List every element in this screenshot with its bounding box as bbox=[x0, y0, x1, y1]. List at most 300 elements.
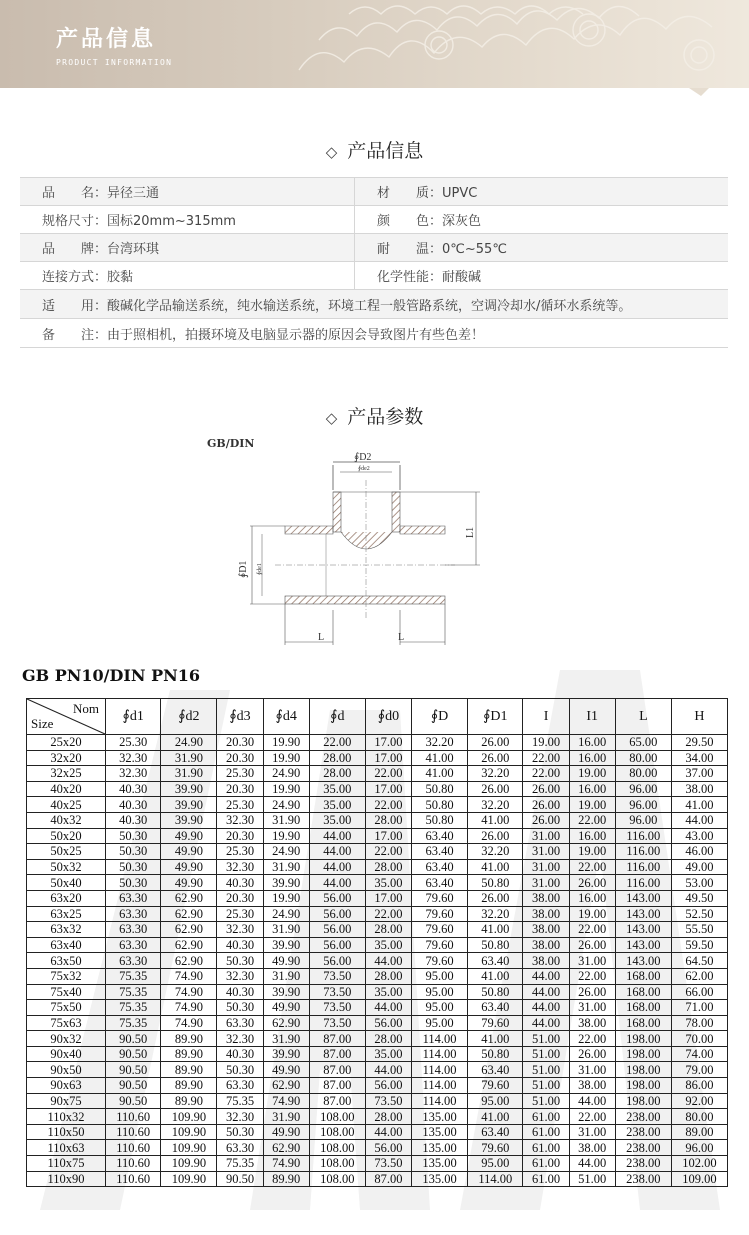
value-cell: 50.30 bbox=[106, 828, 161, 844]
value-cell: 19.00 bbox=[569, 797, 615, 813]
value-cell: 19.00 bbox=[569, 906, 615, 922]
value-cell: 73.50 bbox=[309, 984, 365, 1000]
value-cell: 32.30 bbox=[217, 1109, 263, 1125]
table-row bbox=[27, 1109, 728, 1125]
table-row bbox=[27, 922, 728, 938]
value-cell: 55.50 bbox=[671, 922, 727, 938]
value-cell: 25.30 bbox=[106, 735, 161, 751]
value-cell: 51.00 bbox=[523, 1031, 569, 1047]
value-cell: 31.00 bbox=[523, 828, 569, 844]
size-cell: 50x25 bbox=[27, 844, 106, 860]
value-cell: 22.00 bbox=[569, 968, 615, 984]
value-cell: 62.90 bbox=[161, 906, 217, 922]
value-cell: 19.90 bbox=[263, 735, 309, 751]
value-cell: 32.20 bbox=[412, 735, 468, 751]
value-cell: 96.00 bbox=[615, 781, 671, 797]
value-cell: 96.00 bbox=[671, 1140, 727, 1156]
section-heading-info bbox=[0, 136, 749, 163]
value-cell: 73.50 bbox=[309, 968, 365, 984]
value-cell: 108.00 bbox=[309, 1171, 365, 1187]
value-cell: 19.90 bbox=[263, 890, 309, 906]
value-cell: 41.00 bbox=[468, 812, 523, 828]
value-cell: 32.30 bbox=[217, 859, 263, 875]
value-cell: 26.00 bbox=[569, 1046, 615, 1062]
value-cell: 50.30 bbox=[217, 1000, 263, 1016]
value-cell: 20.30 bbox=[217, 750, 263, 766]
value-cell: 109.90 bbox=[161, 1156, 217, 1172]
value-cell: 38.00 bbox=[523, 906, 569, 922]
value-cell: 35.00 bbox=[309, 812, 365, 828]
value-cell: 34.00 bbox=[671, 750, 727, 766]
dimension-table bbox=[26, 698, 728, 1187]
value-cell: 44.00 bbox=[365, 953, 411, 969]
value-cell: 74.00 bbox=[671, 1046, 727, 1062]
value-cell: 28.00 bbox=[309, 766, 365, 782]
table-row bbox=[27, 766, 728, 782]
value-cell: 50.80 bbox=[412, 797, 468, 813]
value-cell: 26.00 bbox=[468, 750, 523, 766]
banner-title: 产品信息 bbox=[56, 27, 157, 52]
value-cell: 49.50 bbox=[671, 890, 727, 906]
value-cell: 56.00 bbox=[309, 890, 365, 906]
value-cell: 62.90 bbox=[263, 1140, 309, 1156]
value-cell: 102.00 bbox=[671, 1156, 727, 1172]
value-cell: 31.00 bbox=[569, 1000, 615, 1016]
value-cell: 51.00 bbox=[523, 1062, 569, 1078]
banner-subtitle: PRODUCT INFORMATION bbox=[56, 58, 173, 67]
value-cell: 32.20 bbox=[468, 766, 523, 782]
value-cell: 110.60 bbox=[106, 1124, 161, 1140]
l1-label: L1 bbox=[465, 526, 476, 538]
value-cell: 108.00 bbox=[309, 1156, 365, 1172]
value-cell: 51.00 bbox=[523, 1078, 569, 1094]
value-cell: 75.35 bbox=[106, 1000, 161, 1016]
info-value: 耐酸碱 bbox=[442, 270, 482, 285]
value-cell: 39.90 bbox=[161, 812, 217, 828]
value-cell: 26.00 bbox=[523, 812, 569, 828]
value-cell: 22.00 bbox=[523, 766, 569, 782]
value-cell: 63.40 bbox=[412, 859, 468, 875]
value-cell: 44.00 bbox=[569, 1156, 615, 1172]
value-cell: 95.00 bbox=[412, 984, 468, 1000]
table-row bbox=[27, 844, 728, 860]
value-cell: 19.00 bbox=[569, 844, 615, 860]
value-cell: 63.30 bbox=[217, 1015, 263, 1031]
value-cell: 25.30 bbox=[217, 906, 263, 922]
value-cell: 49.90 bbox=[161, 844, 217, 860]
value-cell: 79.60 bbox=[412, 937, 468, 953]
value-cell: 238.00 bbox=[615, 1140, 671, 1156]
value-cell: 17.00 bbox=[365, 781, 411, 797]
value-cell: 238.00 bbox=[615, 1156, 671, 1172]
value-cell: 38.00 bbox=[523, 953, 569, 969]
value-cell: 114.00 bbox=[412, 1031, 468, 1047]
value-cell: 41.00 bbox=[468, 1031, 523, 1047]
standard-label: GB/DIN bbox=[207, 437, 255, 450]
value-cell: 44.00 bbox=[523, 984, 569, 1000]
value-cell: 38.00 bbox=[523, 922, 569, 938]
column-header: ∮d1 bbox=[106, 699, 161, 735]
value-cell: 19.00 bbox=[569, 766, 615, 782]
value-cell: 116.00 bbox=[615, 859, 671, 875]
value-cell: 80.00 bbox=[615, 766, 671, 782]
value-cell: 37.00 bbox=[671, 766, 727, 782]
value-cell: 114.00 bbox=[412, 1062, 468, 1078]
value-cell: 74.90 bbox=[161, 968, 217, 984]
value-cell: 31.90 bbox=[263, 859, 309, 875]
value-cell: 32.30 bbox=[217, 1031, 263, 1047]
value-cell: 90.50 bbox=[106, 1093, 161, 1109]
value-cell: 87.00 bbox=[309, 1046, 365, 1062]
value-cell: 35.00 bbox=[309, 781, 365, 797]
value-cell: 46.00 bbox=[671, 844, 727, 860]
value-cell: 168.00 bbox=[615, 1000, 671, 1016]
value-cell: 109.90 bbox=[161, 1140, 217, 1156]
value-cell: 25.30 bbox=[217, 844, 263, 860]
value-cell: 24.90 bbox=[161, 735, 217, 751]
table-row bbox=[27, 1171, 728, 1187]
value-cell: 74.90 bbox=[263, 1093, 309, 1109]
value-cell: 40.30 bbox=[217, 1046, 263, 1062]
value-cell: 31.00 bbox=[569, 1062, 615, 1078]
value-cell: 74.90 bbox=[263, 1156, 309, 1172]
value-cell: 41.00 bbox=[671, 797, 727, 813]
info-label: 化学性能： bbox=[377, 270, 443, 285]
size-cell: 32x25 bbox=[27, 766, 106, 782]
table-row bbox=[27, 1140, 728, 1156]
table-row bbox=[27, 1046, 728, 1062]
value-cell: 26.00 bbox=[569, 875, 615, 891]
value-cell: 19.90 bbox=[263, 781, 309, 797]
value-cell: 38.00 bbox=[671, 781, 727, 797]
value-cell: 32.30 bbox=[106, 766, 161, 782]
value-cell: 39.90 bbox=[263, 875, 309, 891]
info-value: UPVC bbox=[442, 186, 478, 201]
value-cell: 50.80 bbox=[468, 1046, 523, 1062]
value-cell: 39.90 bbox=[263, 984, 309, 1000]
value-cell: 22.00 bbox=[569, 812, 615, 828]
value-cell: 20.30 bbox=[217, 735, 263, 751]
value-cell: 86.00 bbox=[671, 1078, 727, 1094]
size-cell: 25x20 bbox=[27, 735, 106, 751]
table-row bbox=[27, 797, 728, 813]
value-cell: 73.50 bbox=[365, 1156, 411, 1172]
column-header: ∮d2 bbox=[161, 699, 217, 735]
table-row bbox=[27, 859, 728, 875]
value-cell: 110.60 bbox=[106, 1171, 161, 1187]
value-cell: 63.40 bbox=[468, 1124, 523, 1140]
value-cell: 56.00 bbox=[365, 1078, 411, 1094]
info-label: 材 质： bbox=[377, 186, 443, 201]
value-cell: 61.00 bbox=[523, 1124, 569, 1140]
value-cell: 50.80 bbox=[468, 984, 523, 1000]
value-cell: 49.90 bbox=[263, 1000, 309, 1016]
value-cell: 49.90 bbox=[161, 875, 217, 891]
value-cell: 38.00 bbox=[569, 1140, 615, 1156]
value-cell: 89.90 bbox=[161, 1062, 217, 1078]
column-header: ∮d4 bbox=[263, 699, 309, 735]
value-cell: 79.60 bbox=[412, 922, 468, 938]
value-cell: 24.90 bbox=[263, 766, 309, 782]
table-row bbox=[27, 1062, 728, 1078]
value-cell: 38.00 bbox=[523, 937, 569, 953]
value-cell: 41.00 bbox=[468, 968, 523, 984]
value-cell: 28.00 bbox=[365, 812, 411, 828]
l-label-right: L bbox=[398, 632, 405, 643]
value-cell: 63.30 bbox=[106, 922, 161, 938]
value-cell: 38.00 bbox=[569, 1015, 615, 1031]
header-nom: Nom bbox=[73, 701, 99, 716]
value-cell: 109.00 bbox=[671, 1171, 727, 1187]
value-cell: 26.00 bbox=[468, 890, 523, 906]
value-cell: 22.00 bbox=[365, 844, 411, 860]
table-row bbox=[27, 828, 728, 844]
value-cell: 31.90 bbox=[263, 1109, 309, 1125]
section-title: 产品信息 bbox=[347, 140, 424, 162]
value-cell: 40.30 bbox=[217, 875, 263, 891]
value-cell: 79.60 bbox=[412, 890, 468, 906]
value-cell: 65.00 bbox=[615, 735, 671, 751]
value-cell: 44.00 bbox=[309, 844, 365, 860]
value-cell: 63.40 bbox=[468, 1062, 523, 1078]
value-cell: 50.30 bbox=[217, 1124, 263, 1140]
value-cell: 31.00 bbox=[523, 875, 569, 891]
value-cell: 31.90 bbox=[161, 750, 217, 766]
value-cell: 32.30 bbox=[217, 968, 263, 984]
value-cell: 89.00 bbox=[671, 1124, 727, 1140]
table-row bbox=[27, 1000, 728, 1016]
value-cell: 16.00 bbox=[569, 750, 615, 766]
size-cell: 110x50 bbox=[27, 1124, 106, 1140]
size-cell: 63x40 bbox=[27, 937, 106, 953]
info-value: 深灰色 bbox=[442, 214, 482, 229]
value-cell: 31.90 bbox=[263, 812, 309, 828]
value-cell: 50.30 bbox=[106, 859, 161, 875]
size-cell: 50x40 bbox=[27, 875, 106, 891]
value-cell: 35.00 bbox=[365, 937, 411, 953]
size-cell: 50x20 bbox=[27, 828, 106, 844]
value-cell: 16.00 bbox=[569, 781, 615, 797]
value-cell: 109.90 bbox=[161, 1124, 217, 1140]
value-cell: 16.00 bbox=[569, 890, 615, 906]
value-cell: 143.00 bbox=[615, 922, 671, 938]
size-cell: 75x50 bbox=[27, 1000, 106, 1016]
value-cell: 79.00 bbox=[671, 1062, 727, 1078]
value-cell: 44.00 bbox=[569, 1093, 615, 1109]
info-label: 规格尺寸： bbox=[42, 214, 108, 229]
value-cell: 50.30 bbox=[217, 1062, 263, 1078]
value-cell: 62.90 bbox=[161, 953, 217, 969]
value-cell: 24.90 bbox=[263, 797, 309, 813]
value-cell: 29.50 bbox=[671, 735, 727, 751]
header-banner bbox=[0, 0, 749, 88]
value-cell: 50.80 bbox=[412, 781, 468, 797]
value-cell: 32.30 bbox=[217, 922, 263, 938]
value-cell: 238.00 bbox=[615, 1171, 671, 1187]
value-cell: 96.00 bbox=[615, 797, 671, 813]
value-cell: 135.00 bbox=[412, 1140, 468, 1156]
value-cell: 49.00 bbox=[671, 859, 727, 875]
size-cell: 110x63 bbox=[27, 1140, 106, 1156]
value-cell: 35.00 bbox=[365, 875, 411, 891]
size-cell: 110x75 bbox=[27, 1156, 106, 1172]
value-cell: 63.30 bbox=[217, 1078, 263, 1094]
value-cell: 56.00 bbox=[309, 937, 365, 953]
value-cell: 28.00 bbox=[365, 922, 411, 938]
value-cell: 61.00 bbox=[523, 1156, 569, 1172]
value-cell: 143.00 bbox=[615, 953, 671, 969]
value-cell: 28.00 bbox=[309, 750, 365, 766]
value-cell: 79.60 bbox=[412, 906, 468, 922]
value-cell: 143.00 bbox=[615, 937, 671, 953]
l-label-left: L bbox=[318, 632, 325, 643]
value-cell: 22.00 bbox=[309, 735, 365, 751]
header-size: Size bbox=[31, 716, 54, 731]
value-cell: 43.00 bbox=[671, 828, 727, 844]
value-cell: 26.00 bbox=[569, 937, 615, 953]
table-body bbox=[27, 735, 728, 1187]
value-cell: 49.90 bbox=[263, 1124, 309, 1140]
value-cell: 26.00 bbox=[468, 735, 523, 751]
section-title: 产品参数 bbox=[347, 406, 424, 428]
value-cell: 22.00 bbox=[569, 1031, 615, 1047]
product-info-table bbox=[20, 177, 728, 348]
size-cell: 32x20 bbox=[27, 750, 106, 766]
value-cell: 49.90 bbox=[263, 953, 309, 969]
value-cell: 108.00 bbox=[309, 1124, 365, 1140]
value-cell: 87.00 bbox=[309, 1078, 365, 1094]
value-cell: 32.20 bbox=[468, 844, 523, 860]
table-row bbox=[27, 1031, 728, 1047]
value-cell: 35.00 bbox=[365, 984, 411, 1000]
info-label: 颜 色： bbox=[377, 214, 443, 229]
value-cell: 80.00 bbox=[615, 750, 671, 766]
value-cell: 39.90 bbox=[263, 937, 309, 953]
value-cell: 61.00 bbox=[523, 1171, 569, 1187]
size-cell: 50x32 bbox=[27, 859, 106, 875]
value-cell: 28.00 bbox=[365, 859, 411, 875]
value-cell: 40.30 bbox=[106, 781, 161, 797]
table-row bbox=[27, 781, 728, 797]
size-cell: 90x32 bbox=[27, 1031, 106, 1047]
value-cell: 44.00 bbox=[309, 828, 365, 844]
value-cell: 90.50 bbox=[217, 1171, 263, 1187]
value-cell: 41.00 bbox=[468, 859, 523, 875]
value-cell: 44.00 bbox=[365, 1124, 411, 1140]
value-cell: 75.35 bbox=[217, 1093, 263, 1109]
size-cell: 75x63 bbox=[27, 1015, 106, 1031]
info-value: 国标20mm~315mm bbox=[107, 214, 236, 229]
value-cell: 116.00 bbox=[615, 844, 671, 860]
table-row bbox=[27, 1093, 728, 1109]
note-value: 由于照相机，拍摄环境及电脑显示器的原因会导致图片有些色差！ bbox=[107, 327, 485, 343]
value-cell: 238.00 bbox=[615, 1109, 671, 1125]
size-cell: 90x50 bbox=[27, 1062, 106, 1078]
value-cell: 35.00 bbox=[309, 797, 365, 813]
size-cell: 40x25 bbox=[27, 797, 106, 813]
value-cell: 50.80 bbox=[468, 875, 523, 891]
value-cell: 79.60 bbox=[468, 1015, 523, 1031]
value-cell: 135.00 bbox=[412, 1156, 468, 1172]
value-cell: 41.00 bbox=[412, 766, 468, 782]
size-cell: 110x32 bbox=[27, 1109, 106, 1125]
corner-header bbox=[27, 699, 106, 735]
size-cell: 75x40 bbox=[27, 984, 106, 1000]
value-cell: 62.00 bbox=[671, 968, 727, 984]
info-row bbox=[20, 206, 728, 234]
value-cell: 44.00 bbox=[309, 859, 365, 875]
value-cell: 61.00 bbox=[523, 1140, 569, 1156]
value-cell: 62.90 bbox=[263, 1015, 309, 1031]
column-header: ∮d bbox=[309, 699, 365, 735]
value-cell: 50.30 bbox=[106, 844, 161, 860]
info-row bbox=[20, 234, 728, 262]
value-cell: 17.00 bbox=[365, 828, 411, 844]
value-cell: 135.00 bbox=[412, 1109, 468, 1125]
value-cell: 95.00 bbox=[468, 1093, 523, 1109]
value-cell: 63.40 bbox=[412, 875, 468, 891]
value-cell: 49.90 bbox=[161, 859, 217, 875]
value-cell: 168.00 bbox=[615, 968, 671, 984]
value-cell: 40.30 bbox=[106, 812, 161, 828]
d2-label: ∮D2 bbox=[354, 452, 372, 463]
size-cell: 90x63 bbox=[27, 1078, 106, 1094]
info-label: 连接方式： bbox=[42, 270, 108, 285]
value-cell: 31.00 bbox=[523, 859, 569, 875]
value-cell: 24.90 bbox=[263, 906, 309, 922]
value-cell: 80.00 bbox=[671, 1109, 727, 1125]
value-cell: 89.90 bbox=[161, 1046, 217, 1062]
size-cell: 63x50 bbox=[27, 953, 106, 969]
value-cell: 87.00 bbox=[309, 1062, 365, 1078]
value-cell: 53.00 bbox=[671, 875, 727, 891]
value-cell: 198.00 bbox=[615, 1031, 671, 1047]
value-cell: 71.00 bbox=[671, 1000, 727, 1016]
table-row bbox=[27, 735, 728, 751]
value-cell: 44.00 bbox=[309, 875, 365, 891]
value-cell: 40.30 bbox=[217, 937, 263, 953]
value-cell: 198.00 bbox=[615, 1078, 671, 1094]
value-cell: 74.90 bbox=[161, 1000, 217, 1016]
value-cell: 110.60 bbox=[106, 1140, 161, 1156]
value-cell: 78.00 bbox=[671, 1015, 727, 1031]
value-cell: 35.00 bbox=[365, 1046, 411, 1062]
value-cell: 50.30 bbox=[106, 875, 161, 891]
value-cell: 168.00 bbox=[615, 1015, 671, 1031]
value-cell: 20.30 bbox=[217, 781, 263, 797]
value-cell: 39.90 bbox=[263, 1046, 309, 1062]
value-cell: 44.00 bbox=[671, 812, 727, 828]
value-cell: 26.00 bbox=[468, 781, 523, 797]
value-cell: 17.00 bbox=[365, 735, 411, 751]
value-cell: 24.90 bbox=[263, 844, 309, 860]
info-value: 台湾环琪 bbox=[107, 242, 160, 257]
value-cell: 95.00 bbox=[468, 1156, 523, 1172]
d1-label: ∮D1 bbox=[238, 560, 249, 578]
value-cell: 89.90 bbox=[263, 1171, 309, 1187]
column-header: I1 bbox=[569, 699, 615, 735]
value-cell: 75.35 bbox=[106, 984, 161, 1000]
value-cell: 63.30 bbox=[217, 1140, 263, 1156]
value-cell: 79.60 bbox=[412, 953, 468, 969]
value-cell: 96.00 bbox=[615, 812, 671, 828]
value-cell: 63.30 bbox=[106, 953, 161, 969]
info-label: 品 牌： bbox=[42, 242, 108, 257]
info-value: 0℃~55℃ bbox=[442, 242, 507, 257]
column-header: L bbox=[615, 699, 671, 735]
value-cell: 89.90 bbox=[161, 1093, 217, 1109]
value-cell: 64.50 bbox=[671, 953, 727, 969]
